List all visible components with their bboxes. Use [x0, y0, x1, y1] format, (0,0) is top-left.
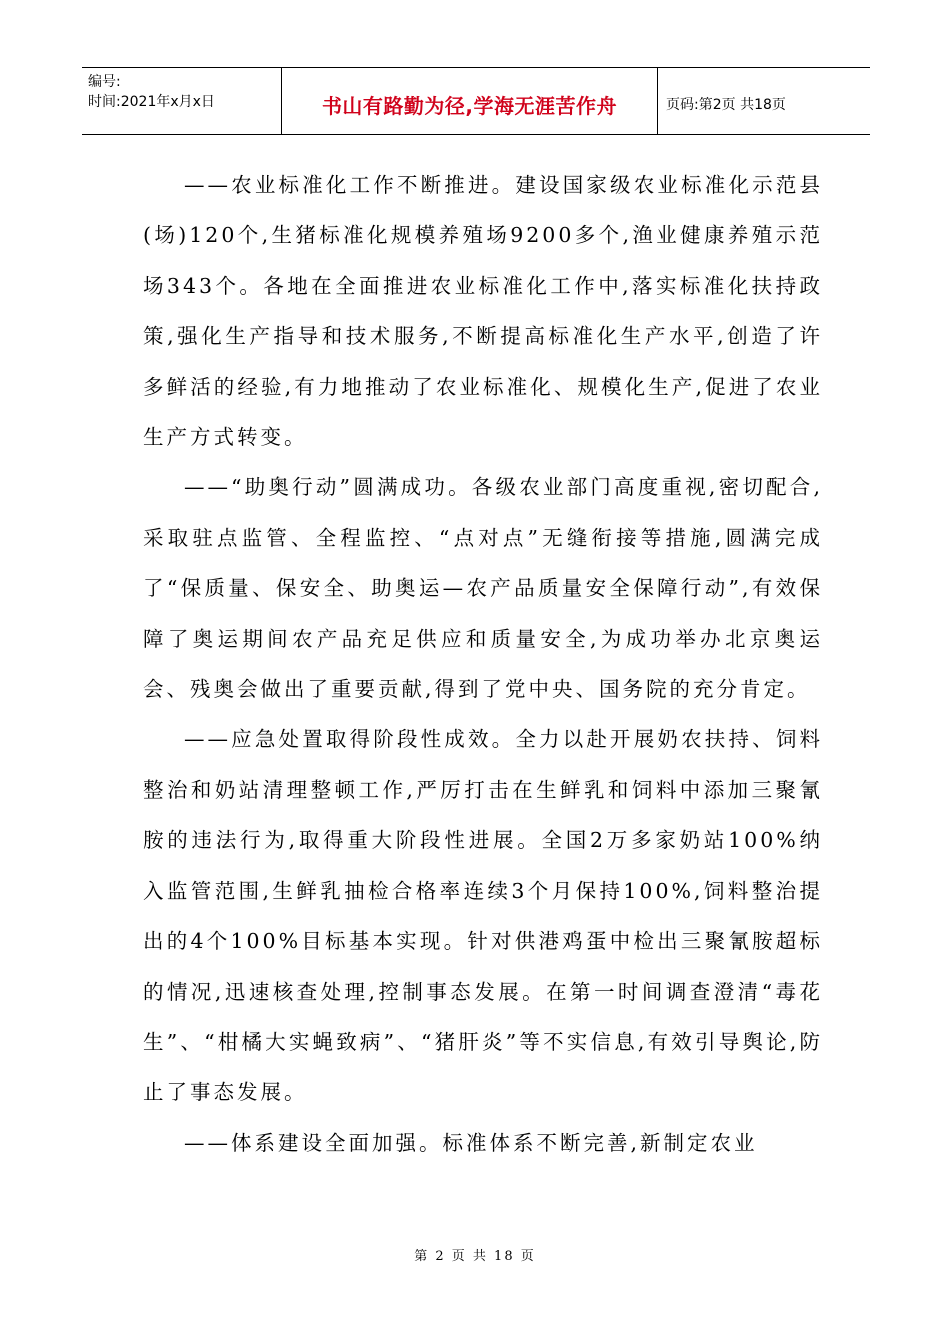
- header-page-info: 页码:第2页 共18页: [666, 97, 786, 113]
- time-label: 时间:2021年x月x日: [88, 94, 215, 110]
- header-motto: 书山有路勤为径,学海无涯苦作舟: [282, 68, 658, 134]
- paragraph-standardization: ——农业标准化工作不断推进。建设国家级农业标准化示范县(场)120个,生猪标准化规模养殖场9200多个,渔业健康养殖示范场343个。各地在全面推进农业标准化工作中,落实标准化扶持政策,强化生产指导和技术服务,不断提高标准化生产水平,创造了许多鲜活的经验,有力地推动了农业标准化、规模化生产,促进了农业生产方式转变。: [143, 173, 823, 450]
- header-meta: [82, 68, 282, 134]
- page-header: [82, 67, 870, 135]
- document-body: [143, 160, 823, 1168]
- paragraph-system-building: ——体系建设全面加强。标准体系不断完善,新制定农业: [184, 1130, 758, 1155]
- paragraph-olympics: ——“助奥行动”圆满成功。各级农业部门高度重视,密切配合,采取驻点监管、全程监控、“点对点”无缝衔接等措施,圆满完成了“保质量、保安全、助奥运—农产品质量安全保障行动”,有效保障了奥运期间农产品充足供应和质量安全,为成功举办北京奥运会、残奥会做出了重要贡献,得到了党中央、国务院的充分肯定。: [143, 475, 823, 702]
- paragraph-emergency: ——应急处置取得阶段性成效。全力以赴开展奶农扶持、饲料整治和奶站清理整顿工作,严厉打击在生鲜乳和饲料中添加三聚氰胺的违法行为,取得重大阶段性进展。全国2万多家奶站100%纳入监管范围,生鲜乳抽检合格率连续3个月保持100%,饲料整治提出的4个100%目标基本实现。针对供港鸡蛋中检出三聚氰胺超标的情况,迅速核查处理,控制事态发展。在第一时间调查澄清“毒花生”、“柑橘大实蝇致病”、“猪肝炎”等不实信息,有效引导舆论,防止了事态发展。: [143, 727, 823, 1105]
- doc-number-label: 编号:: [88, 74, 121, 90]
- page-footer: 第 2 页 共 18 页: [414, 1249, 536, 1264]
